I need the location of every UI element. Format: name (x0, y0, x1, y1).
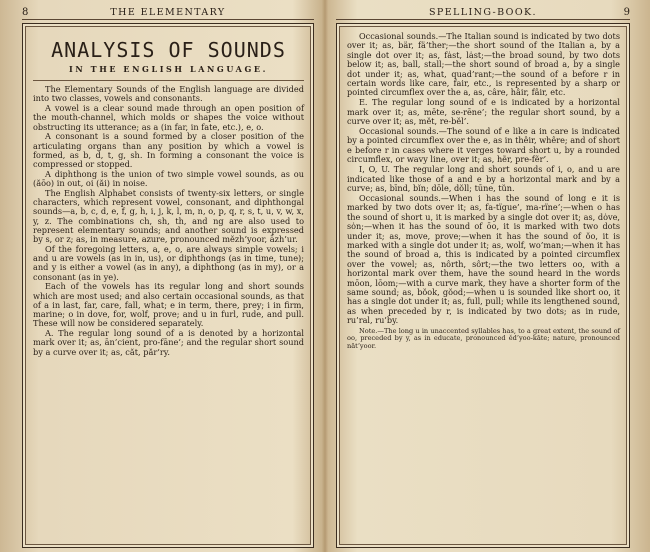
left-paragraph-1: The Elementary Sounds of the English language are divided into two classes, vowels and consonants. (33, 84, 304, 104)
right-page (328, 0, 650, 552)
right-paragraph-5: Occasional sounds.—When i has the sound of long e it is marked by two dots over it; as, fa-tïgue’, ma-rïne’;—when o has the sound of short u, it is marked by a single dot over it; as, dȯve, sȯn;—when it has the sound of ōo, it is marked with two dots under it; as, move, prove;—when it has the sound of ŏo, it is marked with a single dot under it; as, wolf, wo’man;—when it has the sound of broad a, this is indicated by a pointed circumflex over the vowel; as, nôrth, sôrt;—the two letters oo, with a horizontal mark over them, have the sound heard in the words mōon, lōom;—with a curve mark, they have a shorter form of the same sound; as, bŏok, gŏod;—when u is sounded like short oo, it has a single dot under it; as, full, pull; while its lengthened sound, as when preceded by r, is indicated by two dots; as in rude, ru’ral, ru’by. (347, 192, 620, 326)
left-paragraph-8: A. The regular long sound of a is denoted by a horizontal mark over it; as, ān’cient, pro-fāne’; and the regular short sound by a curve over it; as, căt, păr’ry. (33, 328, 304, 357)
right-running-head (336, 6, 630, 20)
right-page-frame (336, 23, 630, 548)
right-note: Note.—The long u in unaccented syllables has, to a great extent, the sound of oo, preceded by y, as in educate, pronounced ĕd’yoo-kāte; nature, pronounced nāt’yoor. (347, 326, 620, 350)
left-paragraph-6: Of the foregoing letters, a, e, o, are always simple vowels; i and u are vowels (as in in, us), or diphthongs (as in time, tune); and y is either a vowel (as in any), a diphthong (as in my), or a consonant (as in ye). (33, 243, 304, 282)
right-paragraph-2: E. The regular long sound of e is indicated by a horizontal mark over it; as, mēte, se-rēne’; the regular short sound, by a curve over it; as, mĕt, re-bĕl’. (347, 97, 620, 127)
page-title: ANALYSIS OF SOUNDS (51, 38, 286, 62)
left-page-number: 8 (22, 7, 29, 18)
left-paragraph-7: Each of the vowels has its regular long and short sounds which are most used; and also certain occasional sounds, as that of a in last, far, care, fall, what; e in term, there, prey; i in firm, marine; o in dove, for, wolf, prove; and u in furl, rude, and pull. These will now be considered separately. (33, 281, 304, 329)
left-page (0, 0, 322, 552)
left-paragraph-3: A consonant is a sound formed by a closer position of the articulating organs than any position by which a vowel is formed, as b, d, t, g, sh. In forming a consonant the voice is compressed or stopped. (33, 131, 304, 169)
left-page-frame (22, 23, 314, 548)
left-running-title: THE ELEMENTARY (110, 7, 226, 18)
title-rule (33, 80, 304, 81)
page-subtitle: IN THE ENGLISH LANGUAGE. (69, 64, 268, 74)
left-paragraph-5: The English Alphabet consists of twenty-six letters, or single characters, which represent vowel, consonant, and diphthongal sounds—a, b, c, d, e, f, g, h, i, j, k, l, m, n, o, p, q, r, s, t, u, v, w, x, y, z. The combinations ch, sh, th, and ng are also used to represent elementary sounds; and another sound is expressed by s, or z; as, in measure, azure, pronounced mĕzh’yoor, āzh’ur. (33, 187, 304, 244)
right-paragraph-4: I, O, U. The regular long and short sounds of i, o, and u are indicated like those of a and e by a horizontal mark and by a curve; as, bīnd, bĭn; dōle, dŏll; tūne, tŭn. (347, 164, 620, 193)
left-running-head (22, 6, 314, 20)
left-paragraph-4: A diphthong is the union of two simple vowel sounds, as ou (ăōo) in out, oi (ăi) in noise. (33, 168, 304, 188)
right-paragraph-1: Occasional sounds.—The Italian sound is indicated by two dots over it; as, bär, fä’ther;—the short sound of the Italian a, by a single dot over it; as, fȧst, lȧst;—the broad sound, by two dots below it; as, ball, stall;—the short sound of broad a, by a single dot under it; as, what, quad’rant;—the sound of a before r in certain words like care, fair, etc., is represented by a sharp or pointed circumflex over the a, as, câre, hâir, fâir, etc. (347, 31, 620, 98)
left-paragraph-2: A vowel is a clear sound made through an open position of the mouth-channel, which molds or shapes the voice without obstructing its utterance; as a (in far, in fate, etc.), e, o. (33, 103, 304, 132)
right-page-number: 9 (623, 7, 630, 18)
right-paragraph-3: Occasional sounds.—The sound of e like a in care is indicated by a pointed circumflex over the e, as in thêir, whêre; and of short e before r in cases where it verges toward short u, by a rounded circumflex, or wavy line, over it; as, hẽr, pre-fẽr’. (347, 126, 620, 165)
right-running-title: SPELLING-BOOK. (429, 7, 537, 18)
